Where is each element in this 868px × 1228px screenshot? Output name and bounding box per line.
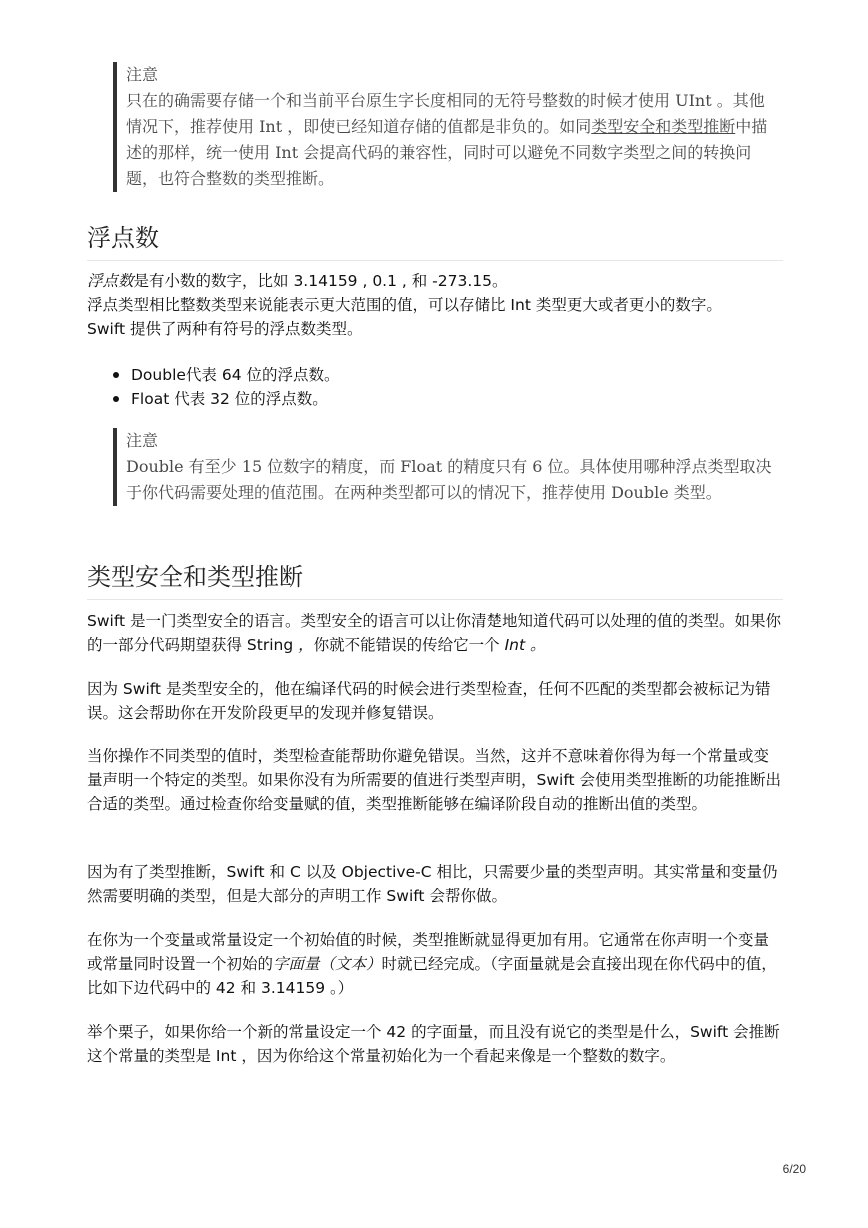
paragraph-type-check: 因为 Swift 是类型安全的，他在编译代码的时候会进行类型检查，任何不匹配的类型都会被标记为错误。这会帮助你在开发阶段更早的发现并修复错误。	[87, 680, 771, 722]
p1-em-comma: ，	[298, 636, 314, 654]
float-term: 浮点数	[87, 272, 134, 290]
page-number: 6/20	[782, 1162, 806, 1176]
list-item-float: Float 代表 32 位的浮点数。	[111, 387, 340, 411]
p5-text: 在你为一个变量或常量设定一个初始值的时候，类型推断就显得更加有用。它通常在你声明一个变量或常量同时设置一个初始的	[87, 931, 770, 973]
note-title: 注意	[126, 65, 159, 84]
float-range-text: 浮点类型相比整数类型来说能表示更大范围的值，可以存储比 Int 类型更大或者更小的数字。	[87, 296, 722, 314]
note-title: 注意	[126, 431, 159, 450]
type-safety-link[interactable]: 类型安全和类型推断	[591, 117, 736, 136]
float-type-list	[111, 363, 340, 411]
p5-text-after: 时就已经完成。（字面量就是会直接出现在你代码中的值，比如下边代码中的 42 和 3.14159 。）	[87, 955, 777, 997]
note-uint	[113, 62, 776, 192]
paragraph-type-safe	[87, 609, 783, 657]
float-intro-text: 是有小数的数字，比如 3.14159 , 0.1 , 和 -273.15。	[133, 272, 508, 290]
paragraph-literal	[87, 928, 783, 1000]
note-text-continued: 中描述的那样，统一使用 Int 会提高代码的兼容性，同时可以避免不同数字类型之间的转换问题，也符合整数的类型推断。	[126, 117, 768, 188]
note-text: Double 有至少 15 位数字的精度，而 Float 的精度只有 6 位。具体使用哪种浮点类型取决于你代码需要处理的值范围。在两种类型都可以的情况下，推荐使用 Double 类型。	[126, 457, 772, 502]
note-precision	[113, 428, 776, 506]
float-types-text: Swift 提供了两种有符号的浮点数类型。	[87, 320, 363, 338]
paragraph-example: 举个栗子，如果你给一个新的常量设定一个 42 的字面量，而且没有说它的类型是什么，Swift 会推断这个常量的类型是 Int ，因为你给这个常量初始化为一个看起来像是一个整数的数字。	[87, 1023, 780, 1065]
paragraph-type-inference: 当你操作不同类型的值时，类型检查能帮助你避免错误。当然，这并不意味着你得为每一个常量或变量声明一个特定的类型。如果你没有为所需要的值进行类型声明，Swift 会使用类型推断的功能推断出合适的类型。通过检查你给变量赋的值，类型推断能够在编译阶段自动的推断出值的类型。	[87, 747, 782, 813]
literal-term: 字面量（文本）	[273, 955, 382, 973]
p1-text-mid: 你就不能错误的传给它一个	[313, 636, 505, 654]
heading-type-safety: 类型安全和类型推断	[87, 561, 783, 600]
float-intro	[87, 269, 783, 341]
p1-em-int: Int 。	[504, 636, 546, 654]
note-text: 只在的确需要存储一个和当前平台原生字长度相同的无符号整数的时候才使用 UInt 。其他情况下，推荐使用 Int ，即使已经知道存储的值都是非负的。如同	[126, 91, 765, 136]
heading-floating-point: 浮点数	[87, 222, 783, 261]
paragraph-fewer-declarations: 因为有了类型推断，Swift 和 C 以及 Objective-C 相比，只需要少量的类型声明。其实常量和变量仍然需要明确的类型，但是大部分的声明工作 Swift 会帮你做。	[87, 863, 778, 905]
p1-text: Swift 是一门类型安全的语言。类型安全的语言可以让你清楚地知道代码可以处理的值的类型。如果你的一部分代码期望获得 String	[87, 612, 782, 654]
list-item-double: Double代表 64 位的浮点数。	[111, 363, 340, 387]
